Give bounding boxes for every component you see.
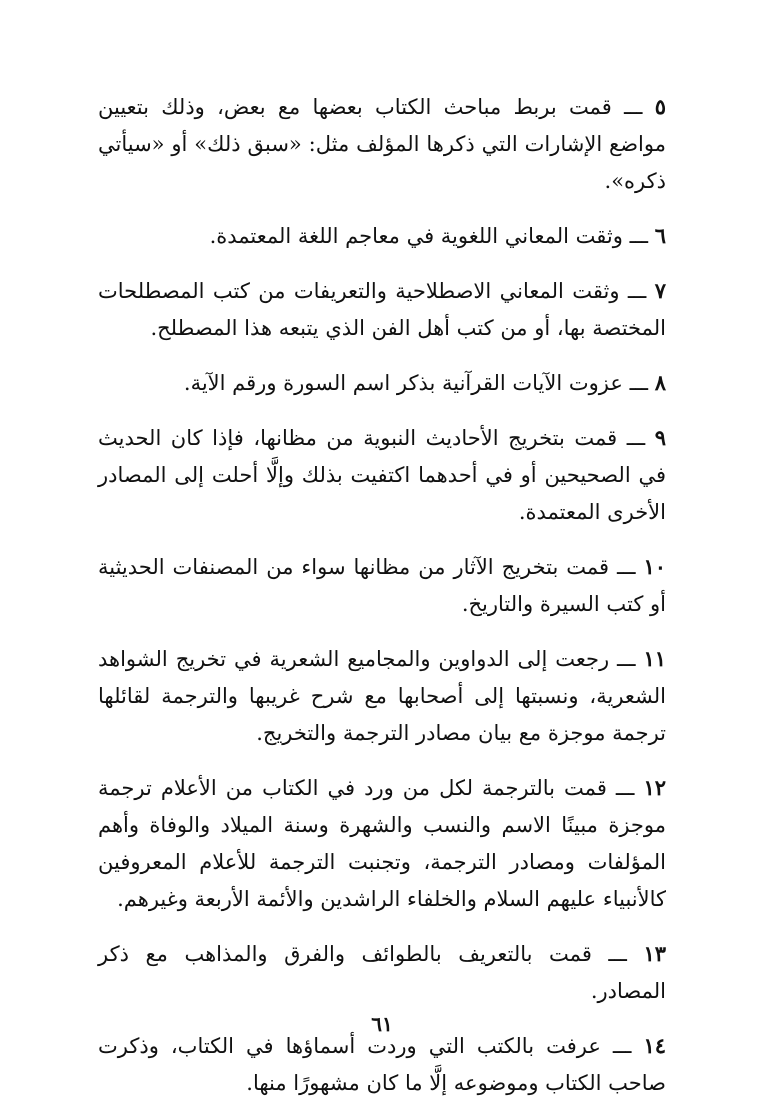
item-number: ١٤ <box>643 1033 666 1058</box>
item-text: ـــ وثقت المعاني اللغوية في معاجم اللغة المعتمدة. <box>209 224 655 248</box>
paragraph-13 <box>98 935 666 1010</box>
paragraph-7 <box>98 272 666 347</box>
page-body <box>98 88 666 1119</box>
page-number: ٦١ <box>371 1012 393 1036</box>
item-text: ـــ قمت بربط مباحث الكتاب بعضها مع بعض، وذلك بتعيين مواضع الإشارات التي ذكرها المؤلف مثل: «سبق ذلك» أو «سيأتي ذكره». <box>98 95 666 193</box>
item-number: ٦ <box>654 223 666 248</box>
item-text: ـــ عرفت بالكتب التي وردت أسماؤها في الكتاب، وذكرت صاحب الكتاب وموضوعه إلَّا ما كان مشهورًا منها. <box>98 1034 666 1095</box>
item-text: ـــ عزوت الآيات القرآنية بذكر اسم السورة ورقم الآية. <box>183 371 655 395</box>
item-text: ـــ قمت بتخريج الأحاديث النبوية من مظانها، فإذا كان الحديث في الصحيحين أو في أحدهما اكتفيت بذلك وإلَّا أحلت إلى المصادر الأخرى المعتمدة. <box>98 426 666 524</box>
item-number: ٧ <box>654 278 666 303</box>
paragraph-12 <box>98 769 666 918</box>
item-number: ١١ <box>643 646 666 671</box>
paragraph-14 <box>98 1027 666 1102</box>
item-text: ـــ قمت بالتعريف بالطوائف والفرق والمذاهب مع ذكر المصادر. <box>98 942 666 1003</box>
paragraph-8 <box>98 364 666 402</box>
paragraph-5 <box>98 88 666 200</box>
item-number: ١٣ <box>643 941 666 966</box>
item-text: ـــ قمت بتخريج الآثار من مظانها سواء من المصنفات الحديثية أو كتب السيرة والتاريخ. <box>98 555 666 616</box>
item-text: ـــ وثقت المعاني الاصطلاحية والتعريفات من كتب المصطلحات المختصة بها، أو من كتب أهل الفن الذي يتبعه هذا المصطلح. <box>98 279 666 340</box>
paragraph-10 <box>98 548 666 623</box>
item-number: ٨ <box>654 370 666 395</box>
item-text: ـــ قمت بالترجمة لكل من ورد في الكتاب من الأعلام ترجمة موجزة مبينًا الاسم والنسب والشهرة وسنة الميلاد والوفاة وأهم المؤلفات ومصادر الترجمة، وتجنبت الترجمة للأعلام المعروفين كالأنبياء عليهم السلام والخلفاء الراشدين والأئمة الأربعة وغيرهم. <box>98 776 666 911</box>
item-number: ٩ <box>654 425 666 450</box>
paragraph-11 <box>98 640 666 752</box>
paragraph-9 <box>98 419 666 531</box>
item-number: ١٠ <box>643 554 666 579</box>
item-text: ـــ رجعت إلى الدواوين والمجاميع الشعرية في تخريج الشواهد الشعرية، ونسبتها إلى أصحابها مع شرح غريبها والترجمة لقائلها ترجمة موجزة مع بيان مصادر الترجمة والتخريج. <box>98 647 666 745</box>
item-number: ٥ <box>654 94 666 119</box>
paragraph-6 <box>98 217 666 255</box>
item-number: ١٢ <box>643 775 666 800</box>
